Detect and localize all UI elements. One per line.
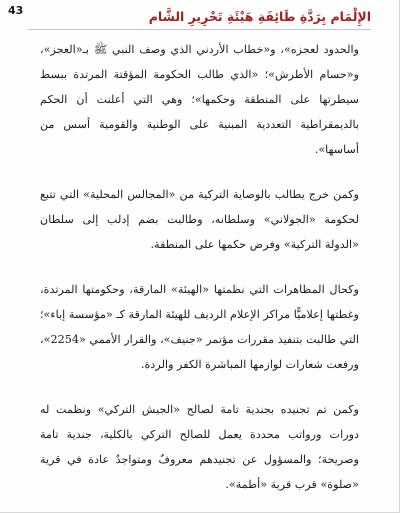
- body-text: [40, 37, 359, 497]
- running-title: الإِلْمَام بِرَدَّةِ طَائِفَةِ هَيْئَةِ تَحْرِيرِ الشَّام: [148, 9, 371, 24]
- page-header: [28, 4, 371, 30]
- paragraph: وكحال المظاهرات التي نظمتها «الهيئة» المارقة، وحكومتها المرتدة، وغطتها إعلاميًّا مراكز الإعلام الرديف للهيئة المارقة كـ «مؤسسة إباء»؛ التي طالبت بتنفيذ مقررات مؤتمر «جنيف»، والقرار الأممي «2254»، ورفعت شعارات لوازمها المباشرة الكفر والردة.: [40, 283, 359, 371]
- page-number: 43: [8, 4, 24, 17]
- paragraph: وكمن تم تجنيده بجندية تامة لصالح «الجيش التركي» ونظمت له دورات ورواتب محددة يعمل للصالح التركي بالكلية، جندية تامة وصريحة؛ والمسؤول عن تجنيدهم معروفٌ ومتواجدٌ عادة في قرية «صلوة» قرب قرية «أطمة».: [40, 403, 359, 491]
- paragraph: وكمن خرج يطالب بالوصاية التركية من «المجالس المحلية» التي تتبع لحكومة «الجولاني» وسلطانه، وطالبت بضم إدلب إلى سلطان «الدولة التركية» وفرض حكمها على المنطقة.: [40, 188, 359, 251]
- paragraph: والحدود لعجزه»، و«خطاب الأردني الذي وصف النبي ﷺ بـ«العجز»، و«حسام الأطرش»؛ «الذي طالب الحكومة المؤقتة المرتدة ببسط سيطرتها على المنطقة وحكمها»؛ وهي التي أعلنت أن الحكم بالديمقراطية التعددية المبنية على الوطنية والقومية أسس من أساسها».: [40, 43, 359, 156]
